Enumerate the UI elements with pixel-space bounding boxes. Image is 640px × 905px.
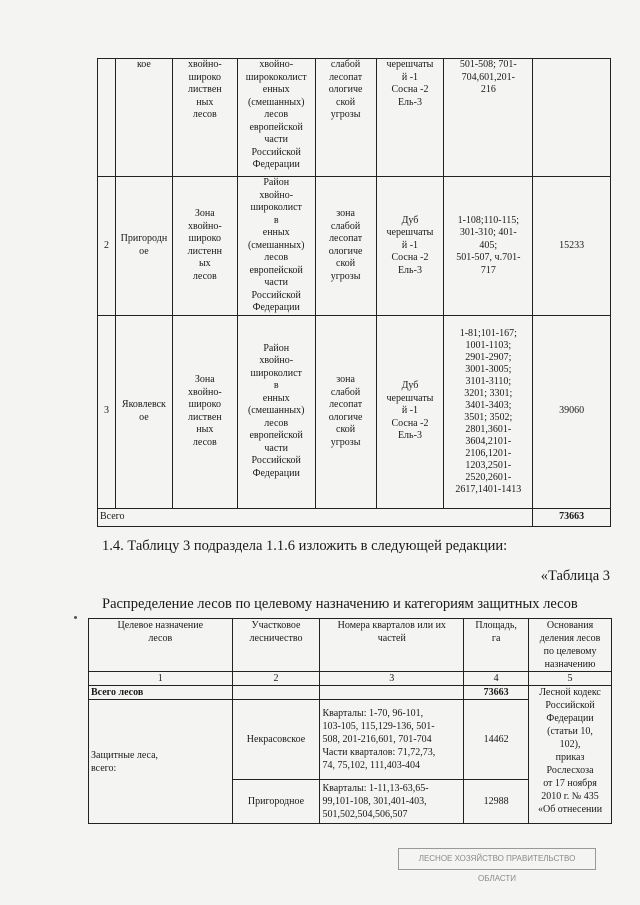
table-row — [98, 315, 611, 508]
header-basis: Основания деления лесов по целевому назначению — [529, 619, 612, 672]
tree-species: черешчаты й -1 Сосна -2 Ель-3 — [376, 59, 444, 177]
area-value: 12988 — [464, 780, 529, 824]
forestry-name: Некрасовское — [232, 700, 320, 780]
header-purpose: Целевое назначение лесов — [89, 619, 233, 672]
column-number: 2 — [232, 672, 320, 686]
table-row — [98, 177, 611, 316]
pathology-threat: зона слабой лесопат ологиче ской угрозы — [315, 177, 376, 316]
total-area: 73663 — [464, 686, 529, 700]
header-quarters: Номера кварталов или их частей — [320, 619, 464, 672]
row-number — [98, 59, 116, 177]
forestry-name: кое — [115, 59, 172, 177]
quarter-numbers: Кварталы: 1-11,13-63,65- 99,101-108, 301,401-403, 501,502,504,506,507 — [320, 780, 464, 824]
forestry-name: Пригородное — [232, 780, 320, 824]
quarter-numbers: Кварталы: 1-70, 96-101, 103-105, 115,129-136, 501- 508, 201-216,601, 701-704 Части кварталов: 71,72,73, 74, 75,102, 111,403-404 — [320, 700, 464, 780]
column-number-row — [89, 672, 612, 686]
row-number: 2 — [98, 177, 116, 316]
header-district: Участковое лесничество — [232, 619, 320, 672]
tree-species: Дуб черешчаты й -1 Сосна -2 Ель-3 — [376, 315, 444, 508]
legal-basis: Лесной кодекс Российской Федерации (статьи 10, 102), приказ Рослесхоза от 17 ноября 2010 г. № 435 «Об отнесении — [529, 686, 612, 824]
row-number: 3 — [98, 315, 116, 508]
empty-cell — [320, 686, 464, 700]
pathology-threat: зона слабой лесопат ологиче ской угрозы — [315, 315, 376, 508]
pathology-threat: слабой лесопат ологиче ской угрозы — [315, 59, 376, 177]
forest-district: Район хвойно- широколист в енных (смешанных) лесов европейской части Российской Федерации — [237, 177, 315, 316]
total-label: Всего — [98, 508, 533, 526]
empty-cell — [232, 686, 320, 700]
total-area: 73663 — [533, 508, 611, 526]
forest-zone: Зона хвойно- широко листенн ых лесов — [172, 177, 237, 316]
header-area: Площадь, га — [464, 619, 529, 672]
table-row — [98, 59, 611, 177]
total-row — [89, 686, 612, 700]
forest-district: Район хвойно- широколист в енных (смешанных) лесов европейской части Российской Федерации — [237, 315, 315, 508]
column-number: 3 — [320, 672, 464, 686]
tree-species: Дуб черешчаты й -1 Сосна -2 Ель-3 — [376, 177, 444, 316]
quarter-numbers: 501-508; 701- 704,601,201- 216 — [444, 59, 533, 177]
forest-zone: Зона хвойно- широко листвен ных лесов — [172, 315, 237, 508]
protective-forests-label: Защитные леса, всего: — [89, 700, 233, 824]
faded-stamp: ЛЕСНОЕ ХОЗЯЙСТВО ПРАВИТЕЛЬСТВО ОБЛАСТИ — [398, 848, 596, 870]
table-label: «Таблица 3 — [540, 568, 610, 584]
total-label: Всего лесов — [89, 686, 233, 700]
area-value — [533, 59, 611, 177]
forestry-name: Пригородн ое — [115, 177, 172, 316]
forest-zoning-table — [97, 58, 611, 527]
forest-zone: хвойно- широко листвен ных лесов — [172, 59, 237, 177]
amendment-paragraph: 1.4. Таблицу 3 подраздела 1.1.6 изложить в следующей редакции: — [102, 538, 508, 554]
forestry-name: Яковлевск ое — [115, 315, 172, 508]
area-value: 39060 — [533, 315, 611, 508]
column-number: 4 — [464, 672, 529, 686]
quarter-numbers: 1-108;110-115; 301-310; 401- 405; 501-507, ч.701- 717 — [444, 177, 533, 316]
column-number: 1 — [89, 672, 233, 686]
total-row — [98, 508, 611, 526]
quarter-numbers: 1-81;101-167; 1001-1103; 2901-2907; 3001-3005; 3101-3110; 3201; 3301; 3401-3403; 3501; 3502; 2801,3601- 3604,2101- 2106,1201- 1203,2501- 2520,2601- 2617,1401-1413 — [444, 315, 533, 508]
column-number: 5 — [529, 672, 612, 686]
forest-purpose-table — [88, 618, 612, 824]
area-value: 15233 — [533, 177, 611, 316]
forest-district: хвойно- ширококолист енных (смешанных) лесов европейской части Российской Федерации — [237, 59, 315, 177]
header-row — [89, 619, 612, 672]
scan-speck — [74, 616, 77, 619]
table-caption: Распределение лесов по целевому назначению и категориям защитных лесов — [102, 596, 578, 612]
area-value: 14462 — [464, 700, 529, 780]
